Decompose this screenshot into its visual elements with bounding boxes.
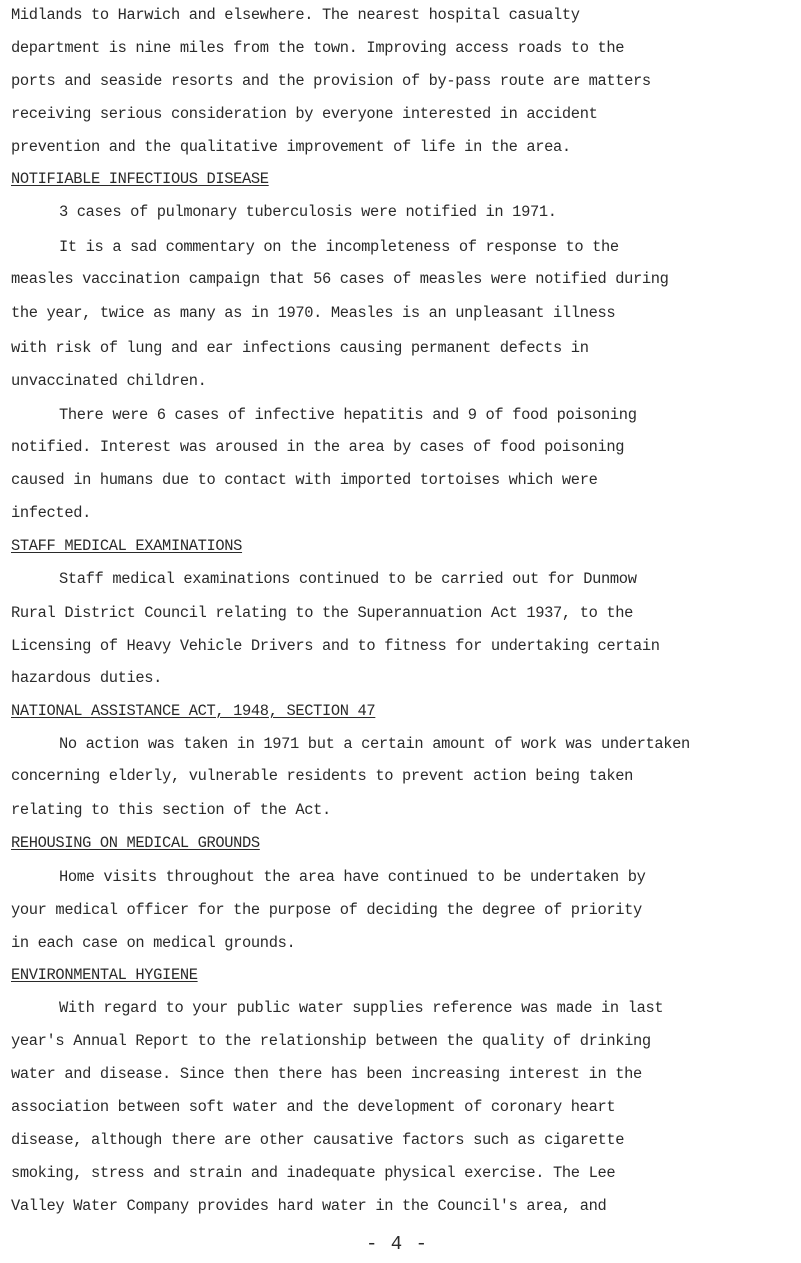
body-text-line: receiving serious consideration by everyone interested in accident — [11, 105, 598, 123]
paragraph-first-line: No action was taken in 1971 but a certain amount of work was undertaken — [59, 735, 690, 753]
section-heading-national-assistance-act: NATIONAL ASSISTANCE ACT, 1948, SECTION 47 — [11, 702, 376, 720]
body-text-line: disease, although there are other causative factors such as cigarette — [11, 1131, 625, 1149]
page-number: - 4 - — [366, 1233, 429, 1255]
section-heading-staff-medical-examinations: STAFF MEDICAL EXAMINATIONS — [11, 537, 243, 555]
body-text-line: relating to this section of the Act. — [11, 801, 331, 819]
body-text-line: in each case on medical grounds. — [11, 934, 296, 952]
body-text-line: unvaccinated children. — [11, 372, 207, 390]
body-text-line: your medical officer for the purpose of deciding the degree of priority — [11, 901, 642, 919]
body-text-line: association between soft water and the development of coronary heart — [11, 1098, 616, 1116]
body-text-line: smoking, stress and strain and inadequate physical exercise. The Lee — [11, 1164, 616, 1182]
body-text-line: department is nine miles from the town. Improving access roads to the — [11, 39, 625, 57]
section-heading-environmental-hygiene: ENVIRONMENTAL HYGIENE — [11, 966, 198, 984]
body-text-line: measles vaccination campaign that 56 cases of measles were notified during — [11, 270, 669, 288]
body-text-line: Rural District Council relating to the Superannuation Act 1937, to the — [11, 604, 634, 622]
paragraph-first-line: Staff medical examinations continued to be carried out for Dunmow — [59, 570, 637, 588]
body-text-line: notified. Interest was aroused in the area by cases of food poisoning — [11, 438, 625, 456]
body-text-line: prevention and the qualitative improvement of life in the area. — [11, 138, 571, 156]
body-text-line: Midlands to Harwich and elsewhere. The nearest hospital casualty — [11, 6, 580, 24]
body-text-line: the year, twice as many as in 1970. Measles is an unpleasant illness — [11, 304, 616, 322]
body-text-line: Valley Water Company provides hard water in the Council's area, and — [11, 1197, 607, 1215]
body-text-line: year's Annual Report to the relationship between the quality of drinking — [11, 1032, 651, 1050]
paragraph-first-line: With regard to your public water supplies reference was made in last — [59, 999, 664, 1017]
paragraph-first-line: Home visits throughout the area have continued to be undertaken by — [59, 868, 646, 886]
body-text-line: caused in humans due to contact with imported tortoises which were — [11, 471, 598, 489]
paragraph-first-line: It is a sad commentary on the incompleteness of response to the — [59, 238, 619, 256]
body-text-line: Licensing of Heavy Vehicle Drivers and to fitness for undertaking certain — [11, 637, 660, 655]
body-text-line: ports and seaside resorts and the provision of by-pass route are matters — [11, 72, 651, 90]
paragraph-first-line: 3 cases of pulmonary tuberculosis were notified in 1971. — [59, 203, 557, 221]
body-text-line: with risk of lung and ear infections causing permanent defects in — [11, 339, 589, 357]
body-text-line: hazardous duties. — [11, 669, 163, 687]
body-text-line: concerning elderly, vulnerable residents to prevent action being taken — [11, 767, 634, 785]
body-text-line: water and disease. Since then there has been increasing interest in the — [11, 1065, 642, 1083]
section-heading-rehousing-on-medical-grounds: REHOUSING ON MEDICAL GROUNDS — [11, 834, 260, 852]
section-heading-notifiable-infectious-disease: NOTIFIABLE INFECTIOUS DISEASE — [11, 170, 269, 188]
paragraph-first-line: There were 6 cases of infective hepatitis and 9 of food poisoning — [59, 406, 637, 424]
body-text-line: infected. — [11, 504, 91, 522]
